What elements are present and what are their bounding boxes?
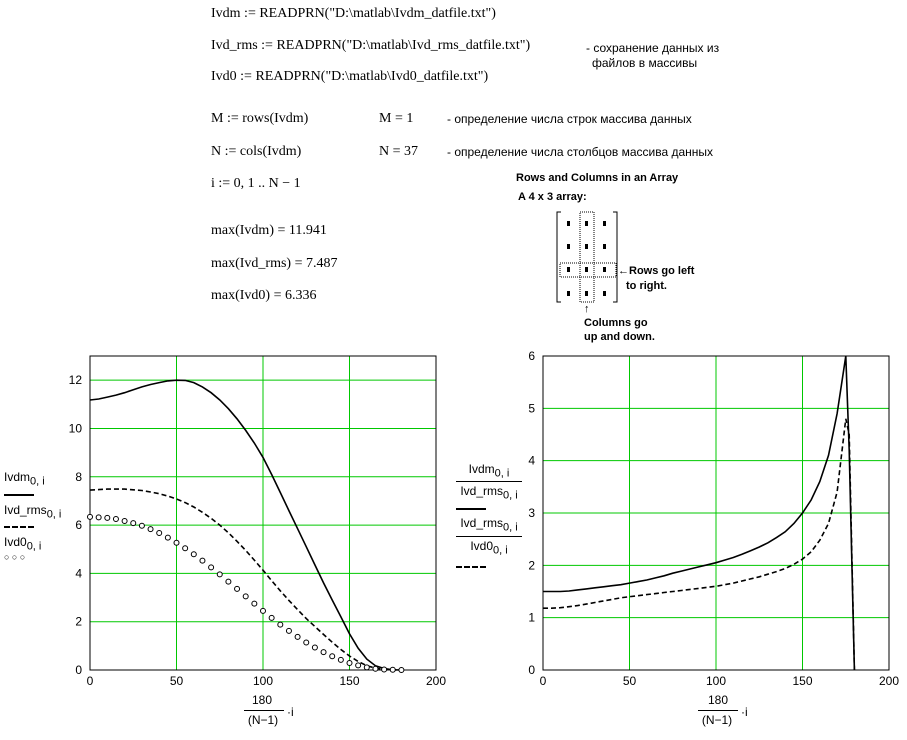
cols-help-line2: up and down. (584, 331, 655, 343)
rows-definition: M := rows(Ivdm) (211, 111, 309, 126)
left-series2-point (295, 634, 300, 639)
left-series2-point (105, 515, 110, 520)
left-series2-point (347, 660, 352, 665)
max-ivdm: max(Ivdm) = 11.941 (211, 223, 327, 238)
right-ytick-label: 0 (528, 663, 535, 677)
left-xtick-label: 150 (339, 674, 360, 688)
left-xtick-label: 0 (86, 674, 94, 688)
left-series2-point (191, 552, 196, 557)
left-ytick-label: 2 (75, 614, 82, 629)
left-ytick-label: 8 (75, 469, 82, 484)
legend-right-ratio1-numerator: Ivdm$_{0, i}$ (468, 462, 510, 480)
legend-right-ratio2-numerator: Ivd_rms$_{0, i}$ (460, 516, 518, 534)
left-series2-point (382, 667, 387, 672)
left-series2-point (226, 579, 231, 584)
rows-help-line1: ←Rows go left (618, 265, 695, 277)
xlabel-left-bar (244, 710, 284, 711)
right-ytick-label: 6 (528, 349, 535, 363)
left-series2-point (321, 650, 326, 655)
xlabel-right-numerator: 180 (707, 693, 729, 707)
left-series2-point (304, 640, 309, 645)
right-xtick-label: 0 (539, 674, 547, 688)
left-series2-point (113, 517, 118, 522)
readprn-ivd0: Ivd0 := READPRN("D:\matlab\Ivd0_datfile.txt") (211, 69, 489, 84)
right-ytick-label: 5 (528, 401, 535, 416)
range-definition: i := 0, 1 .. N − 1 (211, 176, 301, 191)
left-series2-point (373, 666, 378, 671)
left-series2-point (399, 668, 404, 673)
left-series2-point (200, 558, 205, 563)
xlabel-left-suffix: ·i (287, 705, 294, 719)
right-ytick-label: 2 (528, 558, 535, 573)
left-series2-point (261, 608, 266, 613)
left-ytick-label: 0 (75, 663, 82, 677)
left-series2-point (209, 565, 214, 570)
left-series2-point (243, 594, 248, 599)
left-xtick-label: 200 (425, 674, 447, 688)
cols-definition: N := cols(Ivdm) (211, 144, 302, 159)
cols-help-arrow: ↑ (584, 303, 590, 315)
left-ytick-label: 12 (68, 373, 82, 388)
xlabel-right-suffix: ·i (741, 705, 748, 719)
right-xtick-label: 200 (878, 674, 900, 688)
readprn-ivd-rms: Ivd_rms := READPRN("D:\matlab\Ivd_rms_datfile.txt") (211, 38, 531, 53)
legend-left-ivd-rms: Ivd_rms$_{0, i}$ (4, 503, 62, 521)
left-series2-point (157, 531, 162, 536)
right-ytick-label: 3 (528, 506, 535, 520)
left-series2-point (356, 663, 361, 668)
legend-right-ratio2-denominator: $Ivd0_{0, i}$ (470, 539, 508, 557)
rows-value: M = 1 (379, 111, 414, 126)
left-series2-point (278, 622, 283, 627)
cols-note: - определение числа столбцов массива данных (447, 145, 714, 159)
left-series2-point (269, 615, 274, 620)
legend-left-ivd0: $Ivd0_{0, i}$ (4, 535, 42, 553)
left-series2-point (235, 586, 240, 591)
left-series2-point (96, 515, 101, 520)
left-series2-point (88, 514, 93, 519)
right-ytick-label: 4 (528, 453, 535, 468)
max-ivd0: max(Ivd0) = 6.336 (211, 288, 317, 303)
readprn-ivdm: Ivdm := READPRN("D:\matlab\Ivdm_datfile.txt") (211, 6, 496, 21)
cols-help-line1: Columns go (584, 317, 648, 329)
left-series2-point (183, 546, 188, 551)
left-xtick-label: 100 (252, 674, 274, 688)
left-series2-point (122, 518, 127, 523)
array-help-subtitle: A 4 x 3 array: (518, 191, 587, 203)
save-note-line2: файлов в массивы (592, 56, 698, 70)
xlabel-right-bar (698, 710, 738, 711)
right-xtick-label: 100 (705, 674, 727, 688)
left-series2-point (139, 523, 144, 528)
left-xtick-label: 50 (169, 674, 184, 688)
left-series2-point (252, 601, 257, 606)
save-note-line1: - сохранение данных из (586, 41, 720, 55)
left-series2-point (217, 572, 222, 577)
left-series2-point (174, 540, 179, 545)
left-series2-point (131, 521, 136, 526)
left-ytick-label: 6 (75, 518, 82, 533)
xlabel-left-numerator: 180 (251, 693, 273, 707)
left-series2-point (338, 657, 343, 662)
left-ytick-label: 10 (68, 421, 82, 436)
legend-left-ivdm: Ivdm$_{0, i}$ (4, 470, 45, 488)
xlabel-left-denominator: (N−1) (247, 713, 279, 727)
left-series2-point (312, 645, 317, 650)
left-series2-point (364, 665, 369, 670)
left-series2-point (148, 527, 153, 532)
cols-value: N = 37 (379, 144, 419, 159)
rows-help-line2: to right. (626, 280, 667, 292)
max-ivd-rms: max(Ivd_rms) = 7.487 (211, 256, 338, 271)
right-series1-line (543, 419, 854, 670)
array-help-title: Rows and Columns in an Array (516, 172, 679, 184)
rows-note: - определение числа строк массива данных (447, 112, 692, 126)
left-series2-point (330, 654, 335, 659)
legend-right-ratio1-denominator: Ivd_rms$_{0, i}$ (460, 484, 518, 502)
left-series2-point (165, 535, 170, 540)
right-xtick-label: 150 (792, 674, 813, 688)
left-series2-point (390, 667, 395, 672)
xlabel-right-denominator: (N−1) (701, 713, 733, 727)
right-xtick-label: 50 (622, 674, 637, 688)
left-ytick-label: 4 (75, 566, 82, 581)
left-series2-point (286, 628, 291, 633)
legend-left-circle-markers: ○ ○ ○ (4, 552, 26, 562)
right-ytick-label: 1 (528, 610, 535, 625)
